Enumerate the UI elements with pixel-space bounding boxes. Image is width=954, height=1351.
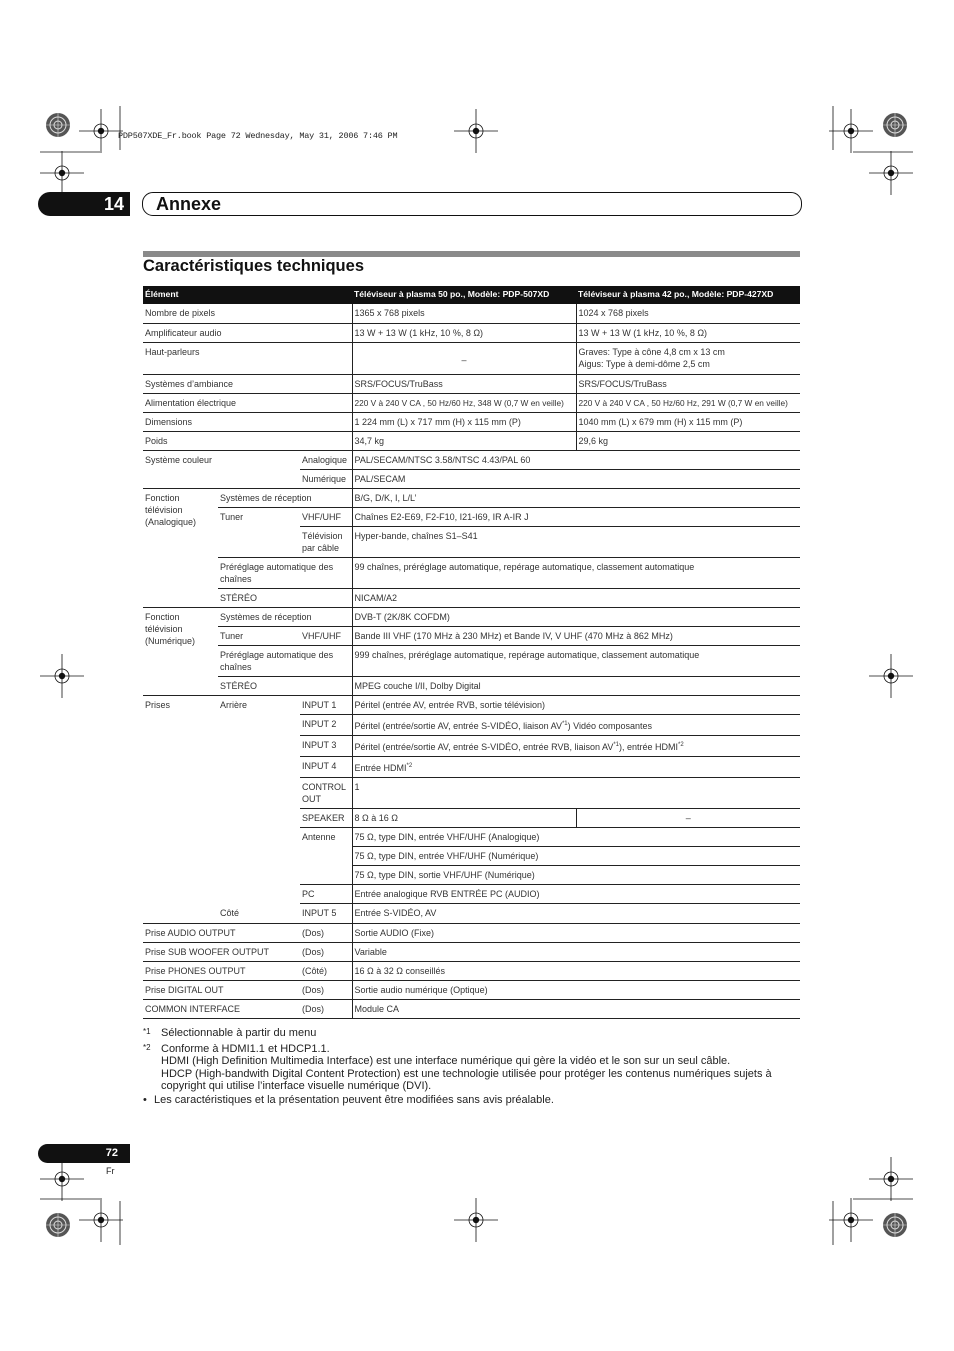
row-label: Prise PHONES OUTPUT [143, 961, 300, 980]
row-label: COMMON INTERFACE [143, 999, 300, 1018]
table-row [143, 980, 800, 999]
cell-value: SRS/FOCUS/TruBass [352, 374, 576, 393]
sub-label: VHF/UHF [300, 507, 352, 526]
cell-value: Péritel (entrée AV, entrée RVB, sortie télévision) [352, 696, 800, 715]
row-label: Prise SUB WOOFER OUTPUT [143, 942, 300, 961]
row-label: Amplificateur audio [143, 323, 352, 342]
jack-position: (Dos) [300, 923, 352, 942]
jack-label: CONTROL OUT [300, 778, 352, 809]
sub-label: Tuner [218, 627, 300, 646]
sub-label: Arrière [220, 700, 248, 710]
speaker-woofer: Graves: Type à cône 4,8 cm x 13 cm [578, 346, 725, 357]
table-row [143, 323, 800, 342]
chapter-number: 14 [103, 194, 124, 214]
jack-position: (Côté) [300, 961, 352, 980]
header-model-42: Téléviseur à plasma 42 po., Modèle: PDP-427XD [576, 286, 800, 304]
cell-value: 1024 x 768 pixels [576, 304, 800, 323]
footnote-mark: *2 [143, 1042, 151, 1052]
input3-text-end: ), entrée HDMI [619, 742, 679, 752]
footnote-2 [143, 1043, 803, 1093]
footnote-text: Sélectionnable à partir du menu [161, 1027, 317, 1039]
cell-value: 1 [352, 778, 800, 809]
sub-label: Tuner [218, 507, 300, 557]
jack-label: SPEAKER [300, 809, 352, 828]
sub-label: Côté [218, 904, 300, 923]
file-header: PDP507XDE_Fr.book Page 72 Wednesday, May 31, 2006 7:46 PM [118, 131, 398, 141]
row-label: Prises [143, 696, 218, 924]
input2-text-end: ) Vidéo composantes [567, 721, 653, 731]
table-row [143, 488, 800, 507]
table-row [143, 627, 800, 646]
sub-label: Analogique [300, 450, 352, 469]
jack-label: INPUT 1 [300, 696, 352, 715]
cell-value: MPEG couche I/II, Dolby Digital [352, 677, 800, 696]
cell-value: 999 chaînes, préréglage automatique, repérage automatique, classement automatique [352, 646, 800, 677]
table-row [143, 923, 800, 942]
cell-value: 220 V à 240 V CA , 50 Hz/60 Hz, 348 W (0,7 W en veille) [352, 393, 576, 412]
sub-label: Systèmes de réception [218, 608, 352, 627]
footnote-text: HDMI (High Definition Multimedia Interface) est une interface numérique qui gère la vidéo et le son sur un seul câble. [161, 1055, 731, 1067]
input3-text: Péritel (entrée/sortie AV, entrée S-VIDÉO, entrée RVB, liaison AV [354, 742, 614, 752]
table-header-row [143, 286, 800, 304]
cell-value: Entrée analogique RVB ENTRÉE PC (AUDIO) [352, 885, 800, 904]
jack-label: Antenne [300, 828, 352, 885]
cell-value: PAL/SECAM/NTSC 3.58/NTSC 4.43/PAL 60 [352, 450, 800, 469]
header-element: Élément [143, 286, 352, 304]
chapter-bar [38, 192, 800, 216]
page-number: 72 [38, 1144, 130, 1163]
specs-table [143, 286, 800, 1019]
footnote-ref: *2 [678, 742, 684, 748]
table-row [143, 999, 800, 1018]
cell-value: DVB-T (2K/8K COFDM) [352, 608, 800, 627]
jack-position: (Dos) [300, 999, 352, 1018]
speaker-tweeter: Aigus: Type à demi-dôme 2,5 cm [578, 358, 710, 369]
row-label: Fonction télévision (Numérique) [143, 608, 218, 696]
cell-value: 16 Ω à 32 Ω conseillés [352, 961, 800, 980]
section-title: Caractéristiques techniques [143, 257, 364, 275]
footnote-ref: *1 [561, 721, 568, 727]
table-row [143, 557, 800, 588]
cell-value: 99 chaînes, préréglage automatique, repérage automatique, classement automatique [352, 557, 800, 588]
footnote-text: Conforme à HDMI1.1 et HDCP1.1. [161, 1042, 330, 1055]
footnote-ref: *1 [613, 742, 620, 748]
cell-value: Bande III VHF (170 MHz à 230 MHz) et Bande IV, V UHF (470 MHz à 862 MHz) [352, 627, 800, 646]
table-row [143, 393, 800, 412]
jack-label: INPUT 2 [300, 715, 352, 736]
cell-value: 75 Ω, type DIN, entrée VHF/UHF (Numérique) [352, 847, 800, 866]
footnotes [143, 1027, 803, 1106]
cell-value: Sortie audio numérique (Optique) [352, 980, 800, 999]
row-label: Alimentation électrique [143, 393, 352, 412]
row-label: Poids [143, 431, 352, 450]
jack-position: (Dos) [300, 942, 352, 961]
cell-value: Variable [352, 942, 800, 961]
sub-label: Télévision par câble [300, 526, 352, 557]
cell-value: NICAM/A2 [352, 588, 800, 607]
cell-value: 1040 mm (L) x 679 mm (H) x 115 mm (P) [576, 412, 800, 431]
cell-value: 8 Ω à 16 Ω [352, 809, 576, 828]
table-row [143, 942, 800, 961]
footnote-ref: *2 [406, 763, 413, 769]
cell-value: – [576, 809, 800, 828]
table-row [143, 304, 800, 323]
table-row [143, 608, 800, 627]
row-label: Fonction télévision (Analogique) [143, 488, 218, 608]
row-label: Prise DIGITAL OUT [143, 980, 300, 999]
footnote-mark: *1 [143, 1027, 151, 1036]
sub-label: Numérique [300, 469, 352, 488]
cell-value: PAL/SECAM [352, 469, 800, 488]
table-row [143, 450, 800, 469]
chapter-title: Annexe [156, 194, 222, 214]
cell-value [352, 736, 800, 757]
cell-value: B/G, D/K, I, L/L’ [352, 488, 800, 507]
footnote-text: HDCP (High-bandwith Digital Content Protection) est une technologie utilisée pour protéger les contenus numériques sujets à copyright qui utilise l’interface visuelle numérique (DVI). [161, 1067, 772, 1092]
jack-label: INPUT 4 [300, 757, 352, 778]
cell-value: 220 V à 240 V CA , 50 Hz/60 Hz, 291 W (0,7 W en veille) [576, 393, 800, 412]
jack-label: INPUT 5 [300, 904, 352, 923]
language-code: Fr [106, 1166, 115, 1176]
table-row [143, 412, 800, 431]
sub-label: Préréglage automatique des chaînes [218, 557, 352, 588]
row-label: Haut-parleurs [143, 342, 352, 374]
cell-value: Module CA [352, 999, 800, 1018]
row-label: Prise AUDIO OUTPUT [143, 923, 300, 942]
cell-value [352, 757, 800, 778]
table-row [143, 677, 800, 696]
bullet-note [143, 1094, 803, 1107]
chapter-title-box [142, 192, 802, 216]
table-row [143, 507, 800, 526]
row-label: Systèmes d’ambiance [143, 374, 352, 393]
cell-value: 1 224 mm (L) x 717 mm (H) x 115 mm (P) [352, 412, 576, 431]
cell-value [352, 715, 800, 736]
cell-value: 29,6 kg [576, 431, 800, 450]
row-label: Dimensions [143, 412, 352, 431]
table-row [143, 646, 800, 677]
table-row [143, 374, 800, 393]
sub-label: VHF/UHF [300, 627, 352, 646]
input2-text: Péritel (entrée/sortie AV, entrée S-VIDÉO, liaison AV [354, 721, 562, 731]
table-row [143, 342, 800, 374]
bullet-mark: • [143, 1093, 147, 1106]
cell-value: Sortie AUDIO (Fixe) [352, 923, 800, 942]
cell-value: 1365 x 768 pixels [352, 304, 576, 323]
table-row [143, 696, 800, 715]
cell-value: 13 W + 13 W (1 kHz, 10 %, 8 Ω) [576, 323, 800, 342]
cell-value: Chaînes E2-E69, F2-F10, I21-I69, IR A-IR J [352, 507, 800, 526]
table-row [143, 431, 800, 450]
table-row [143, 961, 800, 980]
input4-text: Entrée HDMI [354, 763, 407, 773]
cell-value [576, 342, 800, 374]
cell-value: SRS/FOCUS/TruBass [576, 374, 800, 393]
cell-value: 34,7 kg [352, 431, 576, 450]
sub-label: Préréglage automatique des chaînes [218, 646, 352, 677]
bullet-text: Les caractéristiques et la présentation peuvent être modifiées sans avis préalable. [154, 1093, 554, 1106]
sub-label: STÉRÉO [218, 588, 352, 607]
cell-value: Hyper-bande, chaînes S1–S41 [352, 526, 800, 557]
footnote-1 [143, 1027, 803, 1040]
row-label: Système couleur [143, 450, 300, 488]
row-label: Nombre de pixels [143, 304, 352, 323]
table-row [143, 904, 800, 923]
cell-value: – [352, 342, 576, 374]
header-model-50: Téléviseur à plasma 50 po., Modèle: PDP-507XD [352, 286, 576, 304]
cell-value: 75 Ω, type DIN, sortie VHF/UHF (Numérique) [352, 866, 800, 885]
jack-position: (Dos) [300, 980, 352, 999]
sub-label: STÉRÉO [218, 677, 352, 696]
table-row [143, 588, 800, 607]
cell-value: 13 W + 13 W (1 kHz, 10 %, 8 Ω) [352, 323, 576, 342]
sub-label: Systèmes de réception [218, 488, 352, 507]
jack-label: INPUT 3 [300, 736, 352, 757]
cell-value: Entrée S-VIDÉO, AV [352, 904, 800, 923]
cell-value: 75 Ω, type DIN, entrée VHF/UHF (Analogique) [352, 828, 800, 847]
jack-label: PC [300, 885, 352, 904]
